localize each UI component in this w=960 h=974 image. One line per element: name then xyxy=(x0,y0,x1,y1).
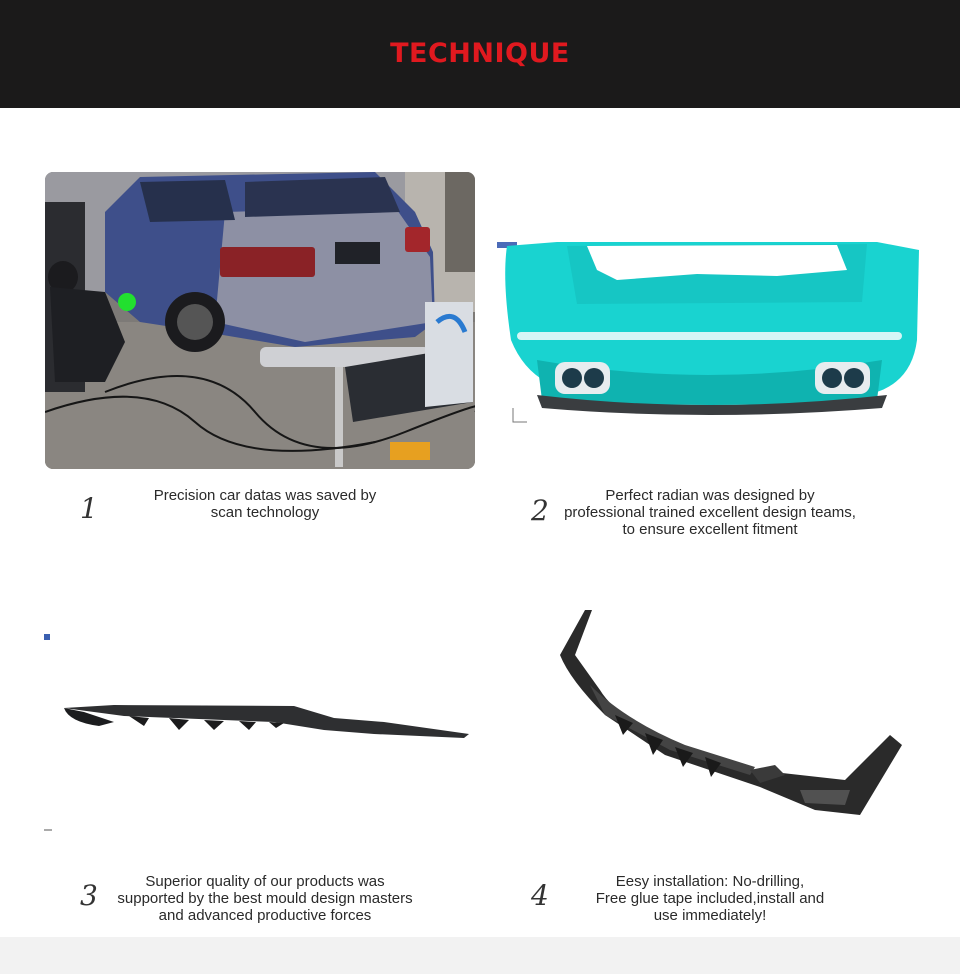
carbon-diffuser-illustration xyxy=(545,605,910,820)
caption-line: professional trained excellent design teams, xyxy=(564,504,856,521)
header-banner xyxy=(0,0,960,108)
step-number-4: 4 xyxy=(531,879,549,912)
3d-scan-illustration xyxy=(497,240,922,426)
caption-line: and advanced productive forces xyxy=(158,907,372,924)
caption-line: Free glue tape included,install and xyxy=(595,890,825,907)
step-caption-3 xyxy=(110,873,420,924)
carbon-diffuser-product xyxy=(545,605,910,820)
caption-line: scan technology xyxy=(210,504,320,521)
caption-line: Eesy installation: No-drilling, xyxy=(615,873,805,890)
caption-line: to ensure excellent fitment xyxy=(622,521,798,538)
step-caption-1 xyxy=(120,487,410,521)
caption-line: Perfect radian was designed by xyxy=(605,487,815,504)
step-number-2: 2 xyxy=(531,494,549,527)
car-scanning-illustration xyxy=(45,172,475,469)
step-number-1: 1 xyxy=(80,492,98,525)
3d-scan-rear-bumper xyxy=(497,240,922,426)
step-number-3: 3 xyxy=(80,879,98,912)
step-caption-2 xyxy=(545,487,875,538)
diffuser-cad-model xyxy=(44,630,474,840)
step-caption-4 xyxy=(575,873,845,924)
car-scanning-photo xyxy=(45,172,475,469)
caption-line: supported by the best mould design masters xyxy=(117,890,413,907)
caption-line: Precision car datas was saved by xyxy=(153,487,377,504)
footer-strip xyxy=(0,937,960,974)
caption-line: Superior quality of our products was xyxy=(145,873,385,890)
diffuser-cad-illustration xyxy=(44,630,474,840)
caption-line: use immediately! xyxy=(653,907,767,924)
page-title: TECHNIQUE xyxy=(390,37,570,69)
